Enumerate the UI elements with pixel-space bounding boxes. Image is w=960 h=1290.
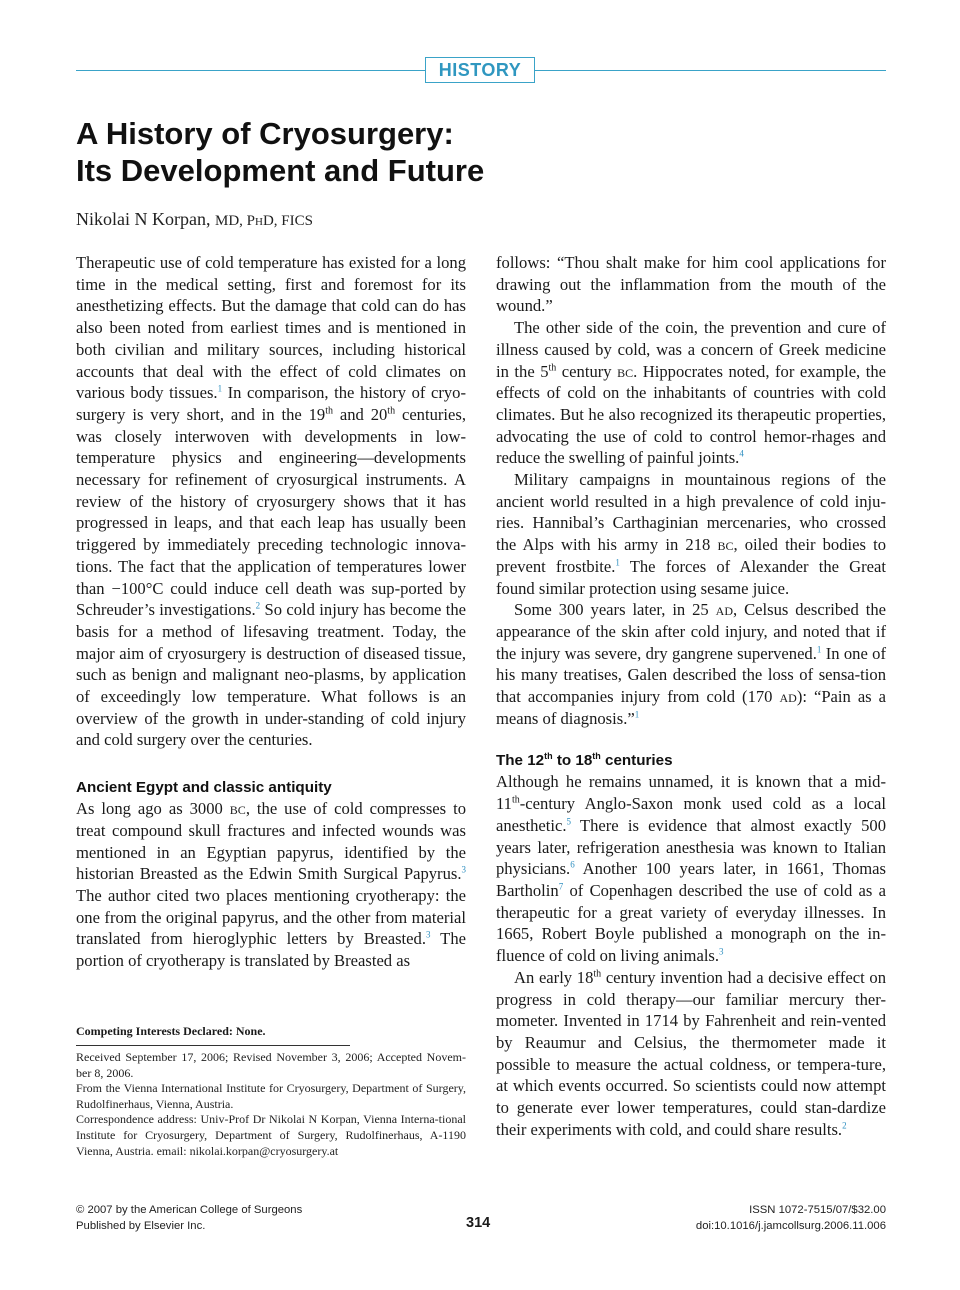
body-paragraph: As long ago as 3000 bc, the use of cold compresses to treat compound skull fractures and infected wounds was mentioned in an Egyptian papyrus, identified by the historian Breasted as the Edwin Smith Surgical Papyrus.$^3$ The author cited two places mentioning cryotherapy: the one from the original papyrus, and the other from material translated from hieroglyphic letters by Breasted.$^3$ The portion of cryotherapy is translated by Breasted as — [76, 799, 466, 971]
publisher: Published by Elsevier Inc. — [76, 1219, 206, 1232]
issn: ISSN 1072-7515/07/$32.00 — [749, 1204, 886, 1216]
article-title — [76, 115, 776, 189]
body-paragraph: An early 18th century invention had a decisive effect on progress in cold therapy—our familiar mercury ther-mometer. Invented in 1714 by Fahrenheit and rein-vented by Reaumur and Celsius, the thermometer made it possible to measure the actual coldness, or tempera-ture, at which events occurred. So scientists could now attempt to generate ever lower temperatures, could stan-dardize their experiments with cold, and could share results.$^2$ — [496, 967, 886, 1139]
section-heading: Ancient Egypt and classic antiquity — [76, 779, 332, 797]
body-paragraph: Some 300 years later, in 25 ad, Celsus described the appearance of the skin after cold injury, and noted that if the injury was severe, dry gangrene supervened.$^1$ In one of his many treatises, Galen described the loss of sensa-tion that accompanies injury from cold (170 ad): “Pain as a means of diagnosis.”$^1$ — [496, 600, 887, 728]
footer-right — [696, 1203, 886, 1234]
citation-link[interactable]: 3 — [461, 864, 466, 875]
author-line — [76, 209, 313, 230]
doi[interactable]: doi:10.1016/j.jamcollsurg.2006.11.006 — [695, 1219, 886, 1232]
citation-link[interactable]: 1 — [816, 644, 822, 655]
body-paragraph: Although he remains unnamed, it is known that a mid-11th-century Anglo-Saxon monk used cold as a local anesthetic.$^5$ There is evidence that almost exactly 500 years later, refrigeration anesthesia was known to Italian physicians.$^6$ Another 100 years later, in 1661, Thomas Bartholin$^7$ of Copenhagen described the use of cold as a therapeutic for a great variety of everyday illnesses. In 1665, Robert Boyle published a monograph on the in-fluence of cold on living animals.$^3$ — [496, 772, 886, 966]
left-column — [76, 252, 466, 972]
author-credentials: MD, PhD, FICS — [214, 213, 313, 229]
footer-left — [76, 1203, 302, 1234]
citation-link[interactable]: 1 — [634, 709, 640, 720]
body-paragraph: The other side of the coin, the prevention and cure of illness caused by cold, was a concern of Greek medicine in the 5th century bc. Hippocrates noted, for example, the effects of cold on the inhabitants of countries with cold climates. But he also recognized its therapeutic properties, advocating the use of cold to control hemor-rhages and reduce the swelling of painful joints.$^4$ — [496, 318, 886, 468]
citation-link[interactable]: 3 — [719, 946, 724, 957]
citation-link[interactable]: 6 — [570, 859, 575, 870]
citation-link[interactable]: 5 — [566, 816, 571, 827]
footnote-block — [76, 1050, 466, 1159]
header-rule-right — [535, 70, 886, 71]
received-dates: Received September 17, 2006; Revised November 3, 2006; Accepted Novem-ber 8, 2006. — [76, 1050, 466, 1080]
body-paragraph: follows: “Thou shalt make for him cool applications for drawing out the inflammation from the mouth of the wound.” — [496, 253, 886, 316]
citation-link[interactable]: 2 — [255, 600, 261, 611]
section-label: HISTORY — [425, 57, 535, 83]
citation-link[interactable]: 2 — [842, 1120, 847, 1131]
body-paragraph: Military campaigns in mountainous regions of the ancient world resulted in a high prevalence of cold inju-ries. Hannibal’s Carthaginian mercenaries, who crossed the Alps with his army in 218 bc, oiled their bodies to prevent frostbite.$^1$ The forces of Alexander the Great found similar protection using sesame juice. — [496, 470, 887, 598]
citation-link[interactable]: 1 — [217, 383, 223, 394]
citation-link[interactable]: 4 — [739, 448, 744, 459]
correspondence: Correspondence address: Univ-Prof Dr Nikolai N Korpan, Vienna Interna-tional Institute for Cryosurgery, Department of Surgery, Rudolfinerhaus, A-1190 Vienna, Austria. email: nikolai.korpan@cryosurgery.at — [76, 1112, 466, 1158]
intro-paragraph: Therapeutic use of cold temperature has existed for a long time in the medical setting, first and foremost for its anesthetizing effects. But the damage that cold can do has also been noted from earliest times and is mentioned in both civilian and military sources, including historical accounts that deal with the effect of cold climates on various body tissues.$^1$ In comparison, the history of cryo-surgery is very short, and in the 19th and 20th centuries, was closely interwoven with developments in low-temperature physics and engineering—developments necessary for refinement of cryosurgical instruments. A review of the history of cryosurgery shows that it has progressed in leaps, and that each leap has usually been triggered by immediately preceding technologic innova-tions. The fact that the application of temperatures lower than −100°C could induce cell death was sup-ported by Schreuder’s investigations.$^2$ So cold injury has become the basis for a method of lifesaving treatment. Today, the major aim of cryosurgery is destruction of diseased tissue, such as benign and malignant neo-plasms, by application of exceedingly low temperature. What follows is an overview of the growth in under-standing of cold injury and cold surgery over the centuries. — [76, 253, 466, 750]
citation-link[interactable]: 7 — [558, 881, 564, 892]
title-line-1: A History of Cryosurgery: — [76, 116, 454, 151]
copyright: © 2007 by the American College of Surgeons — [76, 1204, 303, 1216]
footnote-divider — [76, 1045, 350, 1046]
header-rule-left — [76, 70, 425, 71]
citation-link[interactable]: 1 — [615, 557, 620, 568]
competing-interests: Competing Interests Declared: None. — [76, 1024, 266, 1038]
page-number: 314 — [466, 1215, 491, 1231]
citation-link[interactable]: 3 — [425, 929, 431, 940]
section-heading: The 12th to 18th centuries — [496, 751, 673, 770]
affiliation: From the Vienna International Institute for Cryosurgery, Department of Surgery, Rudolfinerhaus, Vienna, Austria. — [76, 1081, 466, 1111]
title-line-2: Its Development and Future — [76, 153, 485, 188]
author-name: Nikolai N Korpan, — [76, 209, 211, 229]
right-column — [496, 252, 886, 1140]
